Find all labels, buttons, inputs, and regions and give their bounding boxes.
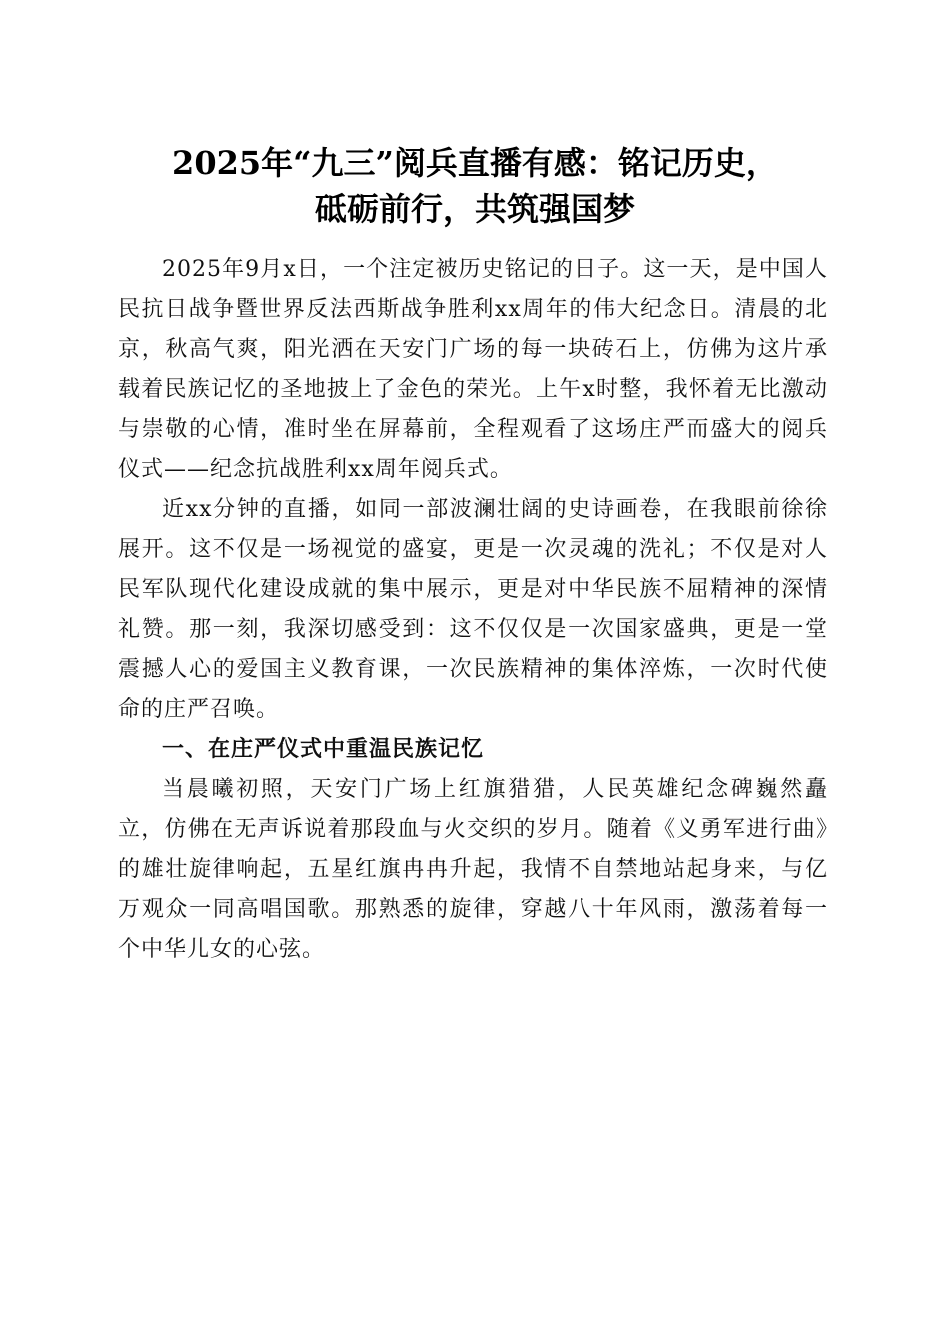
- section-heading-1: 一、在庄严仪式中重温民族记忆: [162, 737, 485, 762]
- title-line-1: 2025年“九三”阅兵直播有感：铭记历史，: [172, 144, 778, 182]
- document-body: [118, 250, 828, 970]
- section-1-paragraph: 当晨曦初照，天安门广场上红旗猎猎，人民英雄纪念碑巍然矗立，仿佛在无声诉说着那段血与火交织的岁月。随着《义勇军进行曲》的雄壮旋律响起，五星红旗冉冉升起，我情不自禁地站起身来，与亿万观众一同高唱国歌。那熟悉的旋律，穿越八十年风雨，激荡着每一个中华儿女的心弦。: [118, 777, 828, 962]
- document-title: [100, 140, 850, 232]
- intro-paragraph-1: 2025年9月x日，一个注定被历史铭记的日子。这一天，是中国人民抗日战争暨世界反法西斯战争胜利xx周年的伟大纪念日。清晨的北京，秋高气爽，阳光洒在天安门广场的每一块砖石上，仿佛为这片承载着民族记忆的圣地披上了金色的荣光。上午x时整，我怀着无比激动与崇敬的心情，准时坐在屏幕前，全程观看了这场庄严而盛大的阅兵仪式——纪念抗战胜利xx周年阅兵式。: [118, 257, 828, 482]
- title-line-2: 砥砺前行，共筑强国梦: [314, 190, 635, 228]
- intro-paragraph-2: 近xx分钟的直播，如同一部波澜壮阔的史诗画卷，在我眼前徐徐展开。这不仅是一场视觉的盛宴，更是一次灵魂的洗礼；不仅是对人民军队现代化建设成就的集中展示，更是对中华民族不屈精神的深情礼赞。那一刻，我深切感受到：这不仅仅是一次国家盛典，更是一堂震撼人心的爱国主义教育课，一次民族精神的集体淬炼，一次时代使命的庄严召唤。: [118, 497, 828, 722]
